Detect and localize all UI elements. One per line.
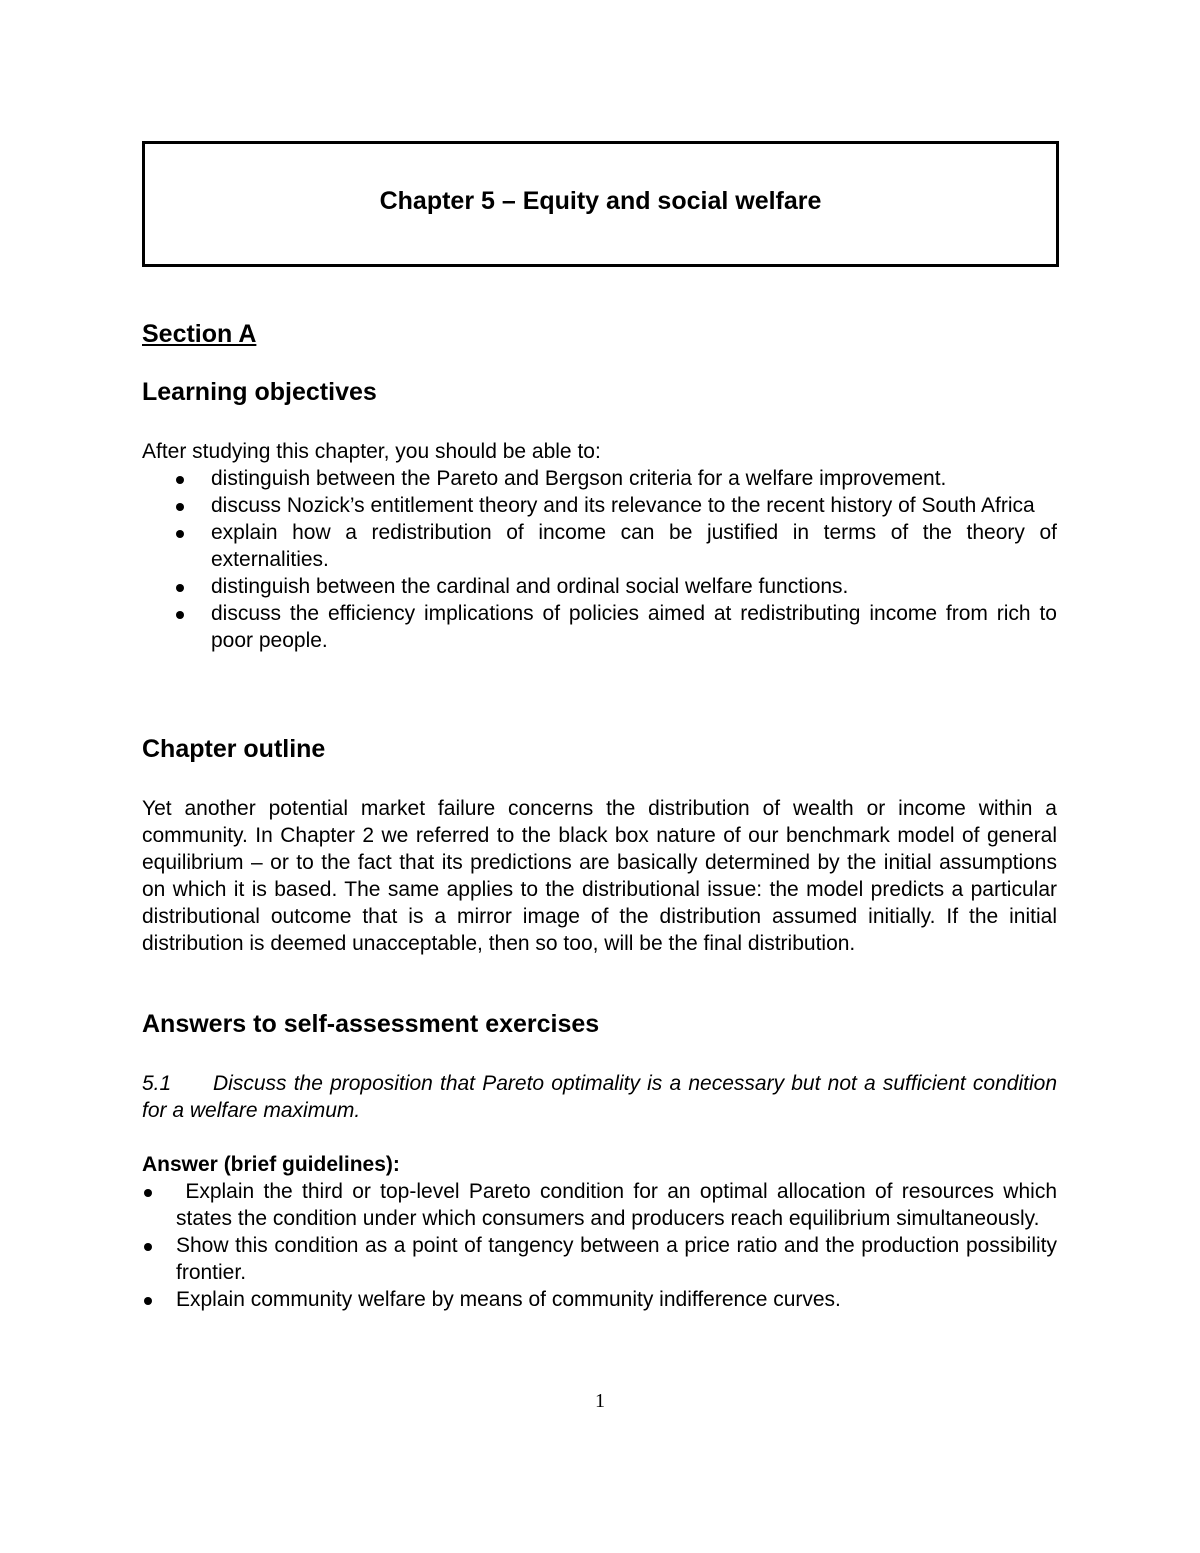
bullet-icon <box>176 584 184 592</box>
question-text: Discuss the proposition that Pareto optimality is a necessary but not a sufficient condition for a welfare maximum. <box>142 1072 1057 1122</box>
chapter-title-box <box>142 141 1059 267</box>
list-item-text: distinguish between the cardinal and ordinal social welfare functions. <box>211 575 849 598</box>
learning-objectives-intro: After studying this chapter, you should be able to: <box>142 440 601 463</box>
answer-list <box>142 1178 1063 1313</box>
list-item-text: Show this condition as a point of tangency between a price ratio and the production possibility frontier. <box>176 1234 1057 1284</box>
list-item-text: discuss Nozick’s entitlement theory and its relevance to the recent history of South Africa <box>211 494 1035 517</box>
list-item-text: distinguish between the Pareto and Bergson criteria for a welfare improvement. <box>211 467 947 490</box>
list-item-text: explain how a redistribution of income can be justified in terms of the theory of externalities. <box>211 521 1057 571</box>
bullet-icon <box>144 1189 152 1197</box>
list-item <box>142 465 1057 492</box>
answer-label: Answer (brief guidelines): <box>142 1153 400 1176</box>
question-number: 5.1 <box>142 1072 172 1095</box>
bullet-icon <box>144 1243 152 1251</box>
bullet-icon <box>176 476 184 484</box>
chapter-title: Chapter 5 – Equity and social welfare <box>379 186 822 215</box>
bullet-icon <box>176 503 184 511</box>
list-item <box>142 492 1057 519</box>
chapter-outline-heading: Chapter outline <box>142 735 326 763</box>
learning-objectives-heading: Learning objectives <box>142 378 377 406</box>
list-item <box>142 1178 1063 1232</box>
list-item <box>142 519 1057 573</box>
list-item <box>142 600 1057 654</box>
learning-objectives-list <box>142 465 1057 654</box>
list-item-text: Explain the third or top-level Pareto condition for an optimal allocation of resources which states the condition under which consumers and producers reach equilibrium simultaneously. <box>176 1180 1063 1230</box>
list-item <box>142 1286 1057 1313</box>
answers-heading: Answers to self-assessment exercises <box>142 1010 600 1038</box>
list-item <box>142 1232 1057 1286</box>
chapter-outline-text: Yet another potential market failure concerns the distribution of wealth or income within a community. In Chapter 2 we referred to the black box nature of our benchmark model of general equilibrium – or to the fact that its predictions are basically determined by the initial assumptions on which it is based. The same applies to the distributional issue: the model predicts a particular distributional outcome that is a mirror image of the distribution assumed initially. If the initial distribution is deemed unacceptable, then so too, will be the final distribution. <box>142 797 1057 955</box>
section-heading: Section A <box>142 320 257 348</box>
bullet-icon <box>144 1297 152 1305</box>
page-number: 1 <box>595 1390 605 1412</box>
list-item-text: Explain community welfare by means of community indifference curves. <box>176 1288 841 1311</box>
bullet-icon <box>176 611 184 619</box>
bullet-icon <box>176 530 184 538</box>
list-item-text: discuss the efficiency implications of policies aimed at redistributing income from rich to poor people. <box>211 602 1057 652</box>
list-item <box>142 573 1057 600</box>
exercise-question <box>142 1070 1057 1124</box>
